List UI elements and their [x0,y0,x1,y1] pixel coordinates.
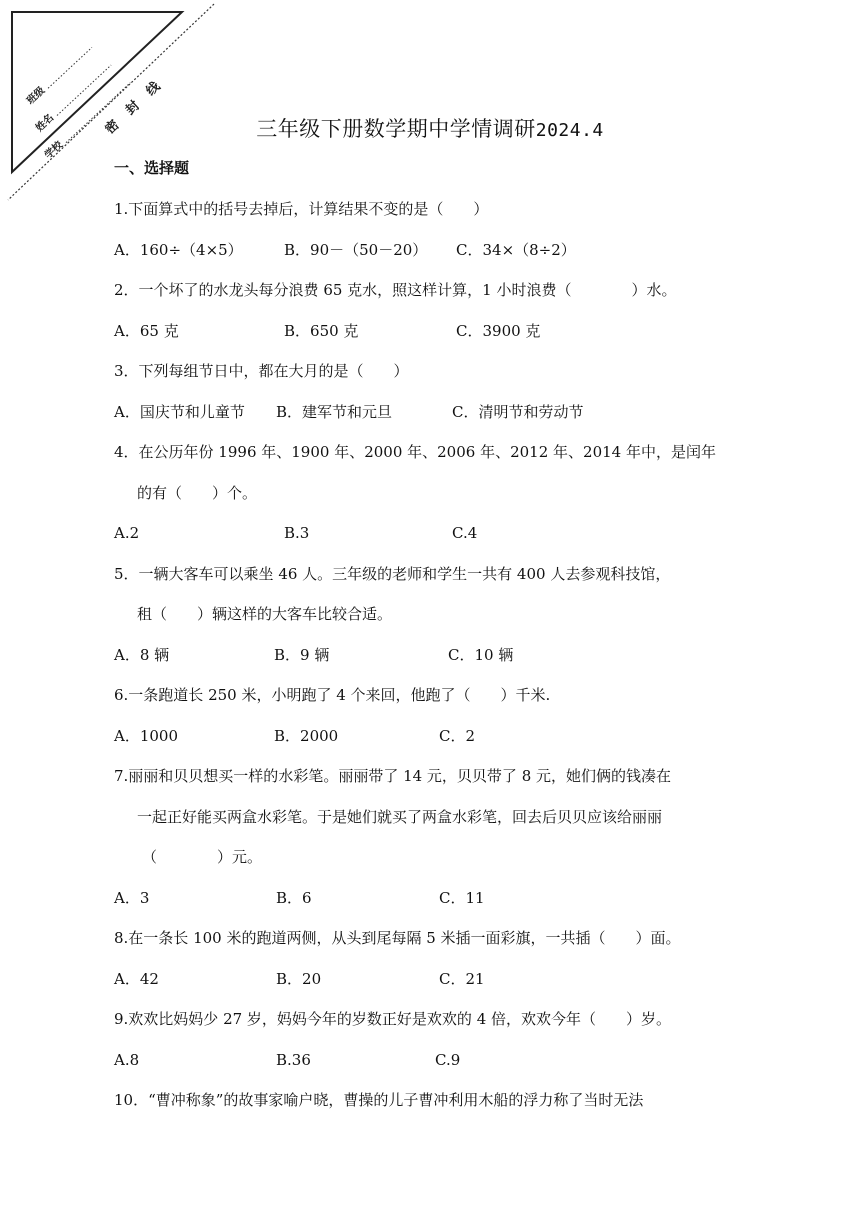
question-8-option-b: B．20 [276,970,322,988]
question-4-line-2: 的有（ ）个。 [137,484,258,502]
seal-name-label: 姓名 [33,112,57,135]
question-3-option-a: A．国庆节和儿童节 [114,403,245,421]
question-4-option-c: C.4 [452,524,478,542]
question-5-option-c: C．10 辆 [448,646,514,664]
seal-char-3: 线 [143,79,164,100]
seal-class-label: 班级 [25,85,48,107]
question-8-option-a: A．42 [114,970,159,988]
question-1-option-b: B．90－（50－20） [284,241,428,259]
question-1-option-c: C．34×（8÷2） [456,241,576,259]
question-9-option-c: C.9 [435,1051,461,1069]
question-5-option-b: B．9 辆 [274,646,330,664]
question-4-option-a: A.2 [114,524,140,542]
question-7-option-c: C．11 [439,889,485,907]
question-8-option-c: C．21 [439,970,485,988]
question-1-option-a: A．160÷（4×5） [114,241,243,259]
section-heading: 一、选择题 [114,159,190,177]
question-3-option-b: B．建军节和元旦 [276,403,393,421]
question-2-option-a: A．65 克 [114,322,179,340]
question-9-line-1: 9.欢欢比妈妈少 27 岁，妈妈今年的岁数正好是欢欢的 4 倍，欢欢今年（ ）岁。 [114,1010,672,1028]
question-6-option-a: A．1000 [114,727,179,745]
seal-school-label: 学校 [42,139,66,162]
seal-char-2: 封 [123,98,143,119]
question-7-line-2: 一起正好能买两盒水彩笔。于是她们就买了两盒水彩笔，回去后贝贝应该给丽丽 [137,808,663,826]
question-5-line-1: 5．一辆大客车可以乘坐 46 人。三年级的老师和学生一共有 400 人去参观科技馆， [114,565,671,583]
question-7-option-a: A．3 [114,889,150,907]
question-10-line-1: 10．“曹冲称象”的故事家喻户晓，曹操的儿子曹冲利用木船的浮力称了当时无法 [114,1091,644,1109]
question-1-line-1: 1.下面算式中的括号去掉后，计算结果不变的是（ ） [114,200,489,218]
question-3-line-1: 3．下列每组节日中，都在大月的是（ ） [114,362,409,380]
question-7-line-3: （ ）元。 [142,848,263,866]
title-year: 2024.4 [535,120,604,141]
question-5-line-2: 租（ ）辆这样的大客车比较合适。 [137,605,393,623]
question-9-option-b: B.36 [276,1051,311,1069]
question-9-option-a: A.8 [114,1051,140,1069]
question-4-line-1: 4．在公历年份 1996 年、1900 年、2000 年、2006 年、2012 年、2014 年中，是闰年 [114,443,716,461]
question-2-option-c: C．3900 克 [456,322,541,340]
question-6-option-b: B．2000 [274,727,339,745]
question-6-line-1: 6.一条跑道长 250 米，小明跑了 4 个来回，他跑了（ ）千米. [114,686,551,704]
question-8-line-1: 8.在一条长 100 米的跑道两侧，从头到尾每隔 5 米插一面彩旗，一共插（ ）面。 [114,929,681,947]
seal-corner [0,0,230,215]
question-2-option-b: B．650 克 [284,322,359,340]
question-3-option-c: C．清明节和劳动节 [452,403,584,421]
question-7-line-1: 7.丽丽和贝贝想买一样的水彩笔。丽丽带了 14 元，贝贝带了 8 元，她们俩的钱凑在 [114,767,672,785]
page-title [0,113,860,143]
title-text: 三年级下册数学期中学情调研 [256,117,536,141]
seal-char-1: 密 [102,117,123,138]
question-2-line-1: 2．一个坏了的水龙头每分浪费 65 克水，照这样计算，1 小时浪费（ ）水。 [114,281,677,299]
question-6-option-c: C．2 [439,727,476,745]
question-7-option-b: B．6 [276,889,312,907]
question-5-option-a: A．8 辆 [114,646,170,664]
question-4-option-b: B.3 [284,524,310,542]
